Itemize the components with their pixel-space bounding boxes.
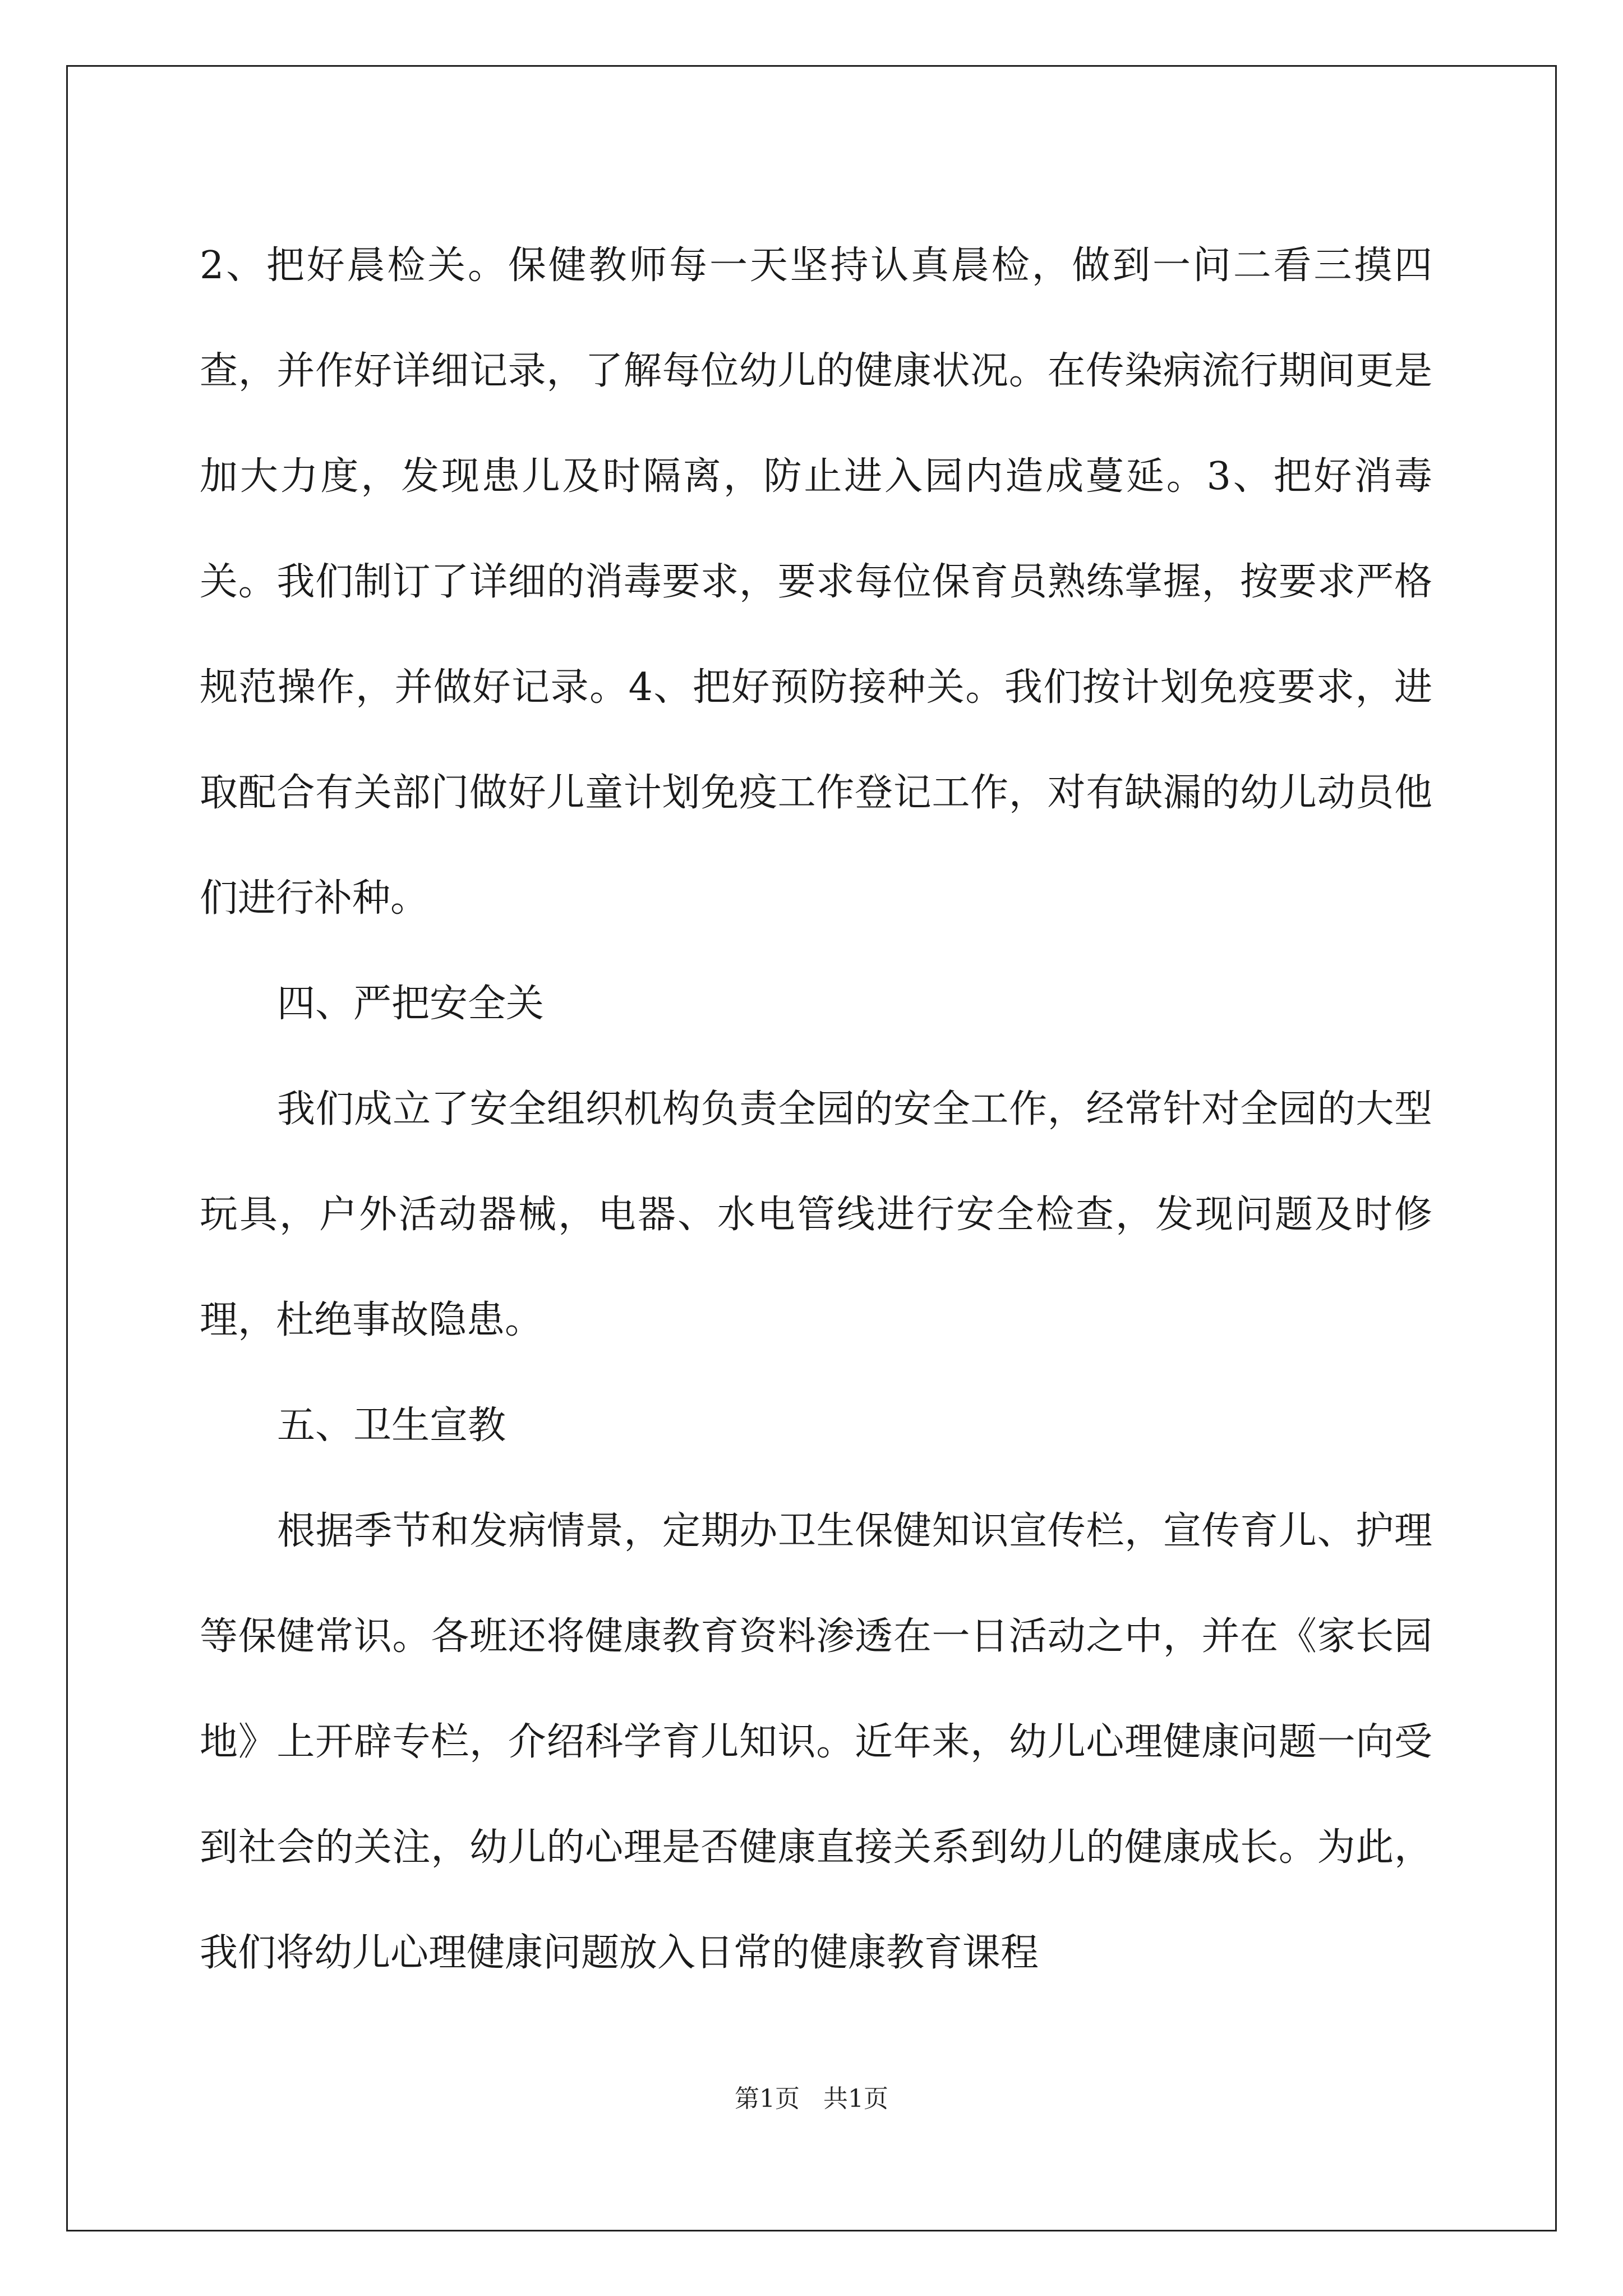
document-body [200,213,1432,2006]
page-total: 共1页 [823,2085,888,2113]
body-paragraph: 我们成立了安全组织机构负责全园的安全工作，经常针对全园的大型玩具，户外活动器械，电器、水电管线进行安全检查，发现问题及时修理，杜绝事故隐患。 [200,1087,1432,1342]
section-heading-health-education: 五、卫生宣教 [277,1404,506,1448]
page-number: 第1页 [735,2085,800,2113]
section-heading-safety: 四、严把安全关 [277,982,545,1026]
page-footer [0,2082,1623,2116]
body-paragraph: 根据季节和发病情景，定期办卫生保健知识宣传栏，宣传育儿、护理等保健常识。各班还将健康教育资料渗透在一日活动之中，并在《家长园地》上开辟专栏，介绍科学育儿知识。近年来，幼儿心理健康问题一向受到社会的关注，幼儿的心理是否健康直接关系到幼儿的健康成长。为此，我们将幼儿心理健康问题放入日常的健康教育课程 [200,1509,1432,1975]
body-paragraph: 2、把好晨检关。保健教师每一天坚持认真晨检，做到一问二看三摸四查，并作好详细记录，了解每位幼儿的健康状况。在传染病流行期间更是加大力度，发现患儿及时隔离，防止进入园内造成蔓延。3、把好消毒关。我们制订了详细的消毒要求，要求每位保育员熟练掌握，按要求严格规范操作，并做好记录。4、把好预防接种关。我们按计划免疫要求，进取配合有关部门做好儿童计划免疫工作登记工作，对有缺漏的幼儿动员他们进行补种。 [200,243,1432,921]
